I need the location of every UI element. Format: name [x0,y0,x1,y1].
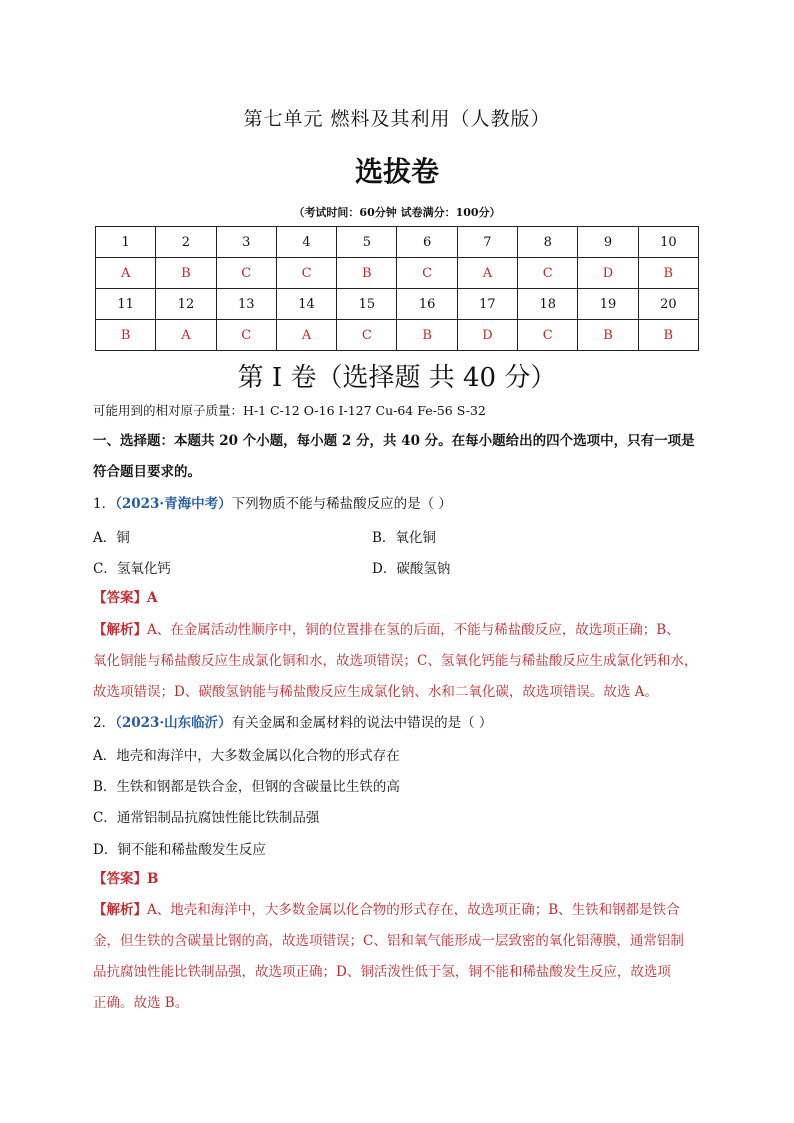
table-cell: 10 [638,227,698,258]
table-cell: C [337,320,397,351]
analysis-label: 【解析】 [93,622,147,638]
table-cell: 11 [96,289,156,320]
table-cell: C [276,258,336,289]
answer-label: 【答案】 [93,590,147,606]
table-cell: 8 [518,227,578,258]
table-cell: 19 [578,289,638,320]
instructions-line: 一、选择题：本题共 20 个小题，每小题 2 分，共 40 分。在每小题给出的四个选项中，只有一项是 [93,433,695,449]
option-a: A．铜 [93,530,130,546]
answer-table-number-row [96,289,699,320]
instructions-line: 符合题目要求的。 [93,464,201,480]
table-cell: 4 [276,227,336,258]
option-c: C．通常铝制品抗腐蚀性能比铁制品强 [93,810,320,826]
answer-table [95,226,699,351]
table-cell: 9 [578,227,638,258]
option-a: A．地壳和海洋中，大多数金属以化合物的形式存在 [93,748,400,764]
table-cell: B [638,258,698,289]
option-b: B．氧化铜 [372,530,436,546]
question-2-stem [93,713,713,733]
question-source: （2023·山东临沂） [115,715,232,731]
table-cell: 3 [216,227,276,258]
analysis-line [93,620,713,640]
table-cell: B [638,320,698,351]
document-subtitle: 选拔卷 [354,155,439,188]
table-cell: B [156,258,216,289]
answer-line [93,869,713,889]
atomic-masses: 可能用到的相对原子质量：H-1 C-12 O-16 I-127 Cu-64 Fe-56 S-32 [93,403,486,418]
analysis-line: 正确。故选 B。 [93,995,189,1011]
answer-table-answer-row [96,258,699,289]
answer-table-number-row [96,227,699,258]
analysis-line: 故选项错误；D、碳酸氢钠能与稀盐酸反应生成氯化钠、水和二氧化碳，故选项错误。故选 A。 [93,684,658,700]
question-number: 1． [93,496,116,512]
table-cell: 6 [397,227,457,258]
table-cell: D [578,258,638,289]
answer-table-answer-row [96,320,699,351]
table-cell: A [276,320,336,351]
table-cell: 16 [397,289,457,320]
table-cell: C [397,258,457,289]
question-text: 有关金属和金属材料的说法中错误的是（ ） [231,715,493,731]
table-cell: C [216,320,276,351]
answer-label: 【答案】 [93,871,147,887]
option-b: B．生铁和钢都是铁合金，但钢的含碳量比生铁的高 [93,779,400,795]
section-heading: 第 I 卷（选择题 共 40 分） [237,363,557,393]
table-cell: 17 [457,289,517,320]
option-d: D．碳酸氢钠 [372,561,451,577]
analysis-line: 氧化铜能与稀盐酸反应生成氯化铜和水，故选项错误；C、氢氧化钙能与稀盐酸反应生成氯化钙和水， [93,653,698,669]
table-cell: B [397,320,457,351]
table-cell: C [518,258,578,289]
analysis-line: 金，但生铁的含碳量比钢的高，故选项错误；C、铝和氧气能形成一层致密的氧化铝薄膜，通常铝制 [93,933,684,949]
analysis-text: A、在金属活动性顺序中，铜的位置排在氢的后面，不能与稀盐酸反应，故选项正确；B、 [147,622,680,638]
table-cell: C [518,320,578,351]
table-cell: 1 [96,227,156,258]
document-title: 第七单元 燃料及其利用（人教版） [243,108,551,130]
analysis-line: 品抗腐蚀性能比铁制品强，故选项正确；D、铜活泼性低于氢，铜不能和稀盐酸发生反应，故选项 [93,964,671,980]
table-cell: 20 [638,289,698,320]
exam-info: （考试时间：60分钟 试卷满分：100分） [293,206,501,219]
table-cell: A [96,258,156,289]
option-d: D．铜不能和稀盐酸发生反应 [93,842,266,858]
analysis-line [93,900,713,920]
option-c: C．氢氧化钙 [93,561,171,577]
table-cell: 14 [276,289,336,320]
table-cell: 18 [518,289,578,320]
table-cell: 12 [156,289,216,320]
answer-value: B [147,871,159,887]
table-cell: C [216,258,276,289]
table-cell: B [337,258,397,289]
table-cell: 5 [337,227,397,258]
analysis-label: 【解析】 [93,902,147,918]
table-cell: A [457,258,517,289]
table-cell: 13 [216,289,276,320]
analysis-text: A、地壳和海洋中，大多数金属以化合物的形式存在，故选项正确；B、生铁和钢都是铁合 [147,902,680,918]
table-cell: 15 [337,289,397,320]
table-cell: A [156,320,216,351]
table-cell: D [457,320,517,351]
question-source: （2023·青海中考） [115,496,232,512]
table-cell: 7 [457,227,517,258]
table-cell: B [578,320,638,351]
table-cell: B [96,320,156,351]
answer-line [93,588,713,608]
question-number: 2． [93,715,116,731]
table-cell: 2 [156,227,216,258]
question-text: 下列物质不能与稀盐酸反应的是（ ） [231,496,452,512]
question-1-stem [93,494,713,514]
answer-value: A [147,590,158,606]
